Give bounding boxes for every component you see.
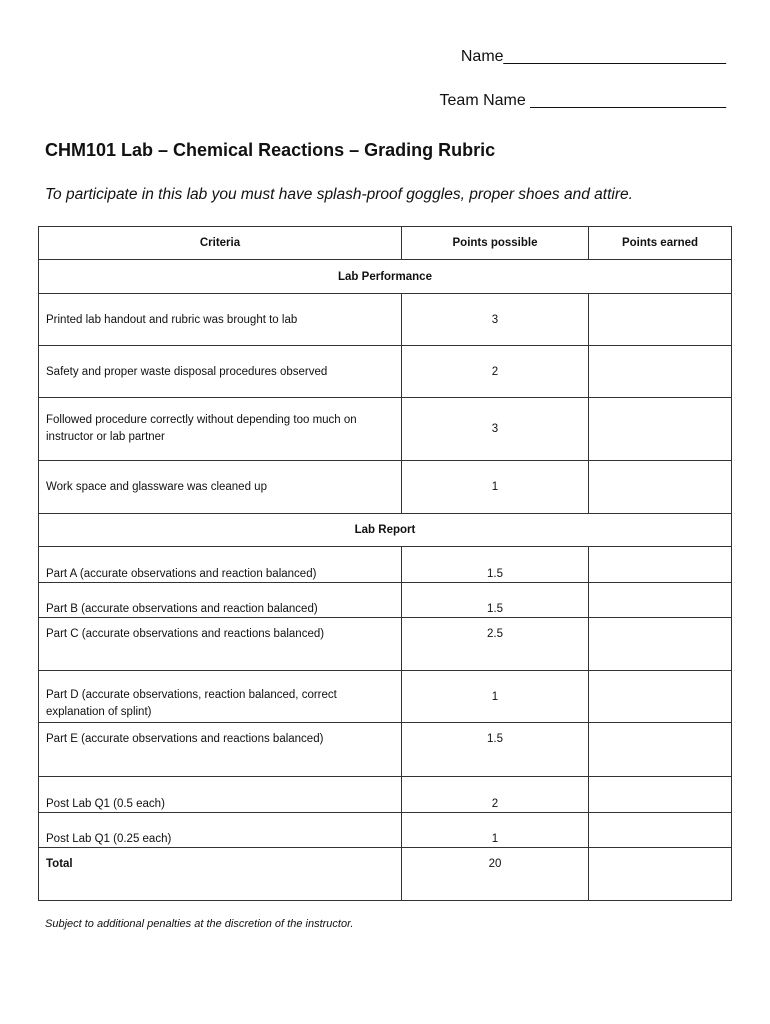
points-cell: 2 [402, 346, 589, 398]
points-cell: 1.5 [402, 583, 589, 618]
team-name-field: Team Name ______________________ [439, 92, 726, 109]
earned-cell[interactable] [589, 398, 732, 461]
safety-notice: To participate in this lab you must have splash-proof goggles, proper shoes and attire. [45, 186, 633, 203]
table-row [39, 461, 732, 514]
earned-cell[interactable] [589, 723, 732, 777]
earned-cell[interactable] [589, 583, 732, 618]
table-row [39, 671, 732, 723]
criteria-cell: Part A (accurate observations and reaction balanced) [39, 547, 402, 583]
earned-cell[interactable] [589, 777, 732, 813]
table-row [39, 777, 732, 813]
points-cell: 2 [402, 777, 589, 813]
table-row [39, 813, 732, 848]
earned-cell[interactable] [589, 813, 732, 848]
earned-cell[interactable] [589, 547, 732, 583]
header-points-earned: Points earned [589, 227, 732, 260]
criteria-cell: Work space and glassware was cleaned up [39, 461, 402, 514]
points-cell: 1 [402, 461, 589, 514]
table-header-row [39, 227, 732, 260]
criteria-cell: Post Lab Q1 (0.25 each) [39, 813, 402, 848]
total-label: Total [39, 848, 402, 901]
earned-cell[interactable] [589, 671, 732, 723]
header-points-possible: Points possible [402, 227, 589, 260]
criteria-cell: Part E (accurate observations and reactions balanced) [39, 723, 402, 777]
total-row [39, 848, 732, 901]
earned-cell[interactable] [589, 461, 732, 514]
footnote: Subject to additional penalties at the discretion of the instructor. [45, 918, 354, 930]
earned-cell[interactable] [589, 618, 732, 671]
criteria-cell: Part B (accurate observations and reaction balanced) [39, 583, 402, 618]
points-cell: 2.5 [402, 618, 589, 671]
points-cell: 3 [402, 398, 589, 461]
table-row [39, 583, 732, 618]
table-row [39, 294, 732, 346]
points-cell: 1 [402, 813, 589, 848]
total-points: 20 [402, 848, 589, 901]
criteria-cell: Part C (accurate observations and reactions balanced) [39, 618, 402, 671]
table-row [39, 723, 732, 777]
points-cell: 3 [402, 294, 589, 346]
header-criteria: Criteria [39, 227, 402, 260]
total-earned-cell[interactable] [589, 848, 732, 901]
section-label-lab-performance: Lab Performance [39, 260, 732, 294]
table-row [39, 346, 732, 398]
criteria-cell: Post Lab Q1 (0.5 each) [39, 777, 402, 813]
table-row [39, 398, 732, 461]
points-cell: 1.5 [402, 547, 589, 583]
criteria-cell: Safety and proper waste disposal procedures observed [39, 346, 402, 398]
table-row [39, 547, 732, 583]
criteria-cell: Printed lab handout and rubric was brought to lab [39, 294, 402, 346]
earned-cell[interactable] [589, 346, 732, 398]
grading-rubric-table [38, 226, 732, 901]
criteria-cell: Followed procedure correctly without depending too much on instructor or lab partner [39, 398, 402, 461]
points-cell: 1.5 [402, 723, 589, 777]
points-cell: 1 [402, 671, 589, 723]
earned-cell[interactable] [589, 294, 732, 346]
section-row [39, 514, 732, 547]
section-label-lab-report: Lab Report [39, 514, 732, 547]
section-row [39, 260, 732, 294]
name-field: Name_________________________ [460, 48, 726, 65]
page-title: CHM101 Lab – Chemical Reactions – Grading Rubric [45, 140, 496, 160]
table-row [39, 618, 732, 671]
criteria-cell: Part D (accurate observations, reaction balanced, correct explanation of splint) [39, 671, 402, 723]
